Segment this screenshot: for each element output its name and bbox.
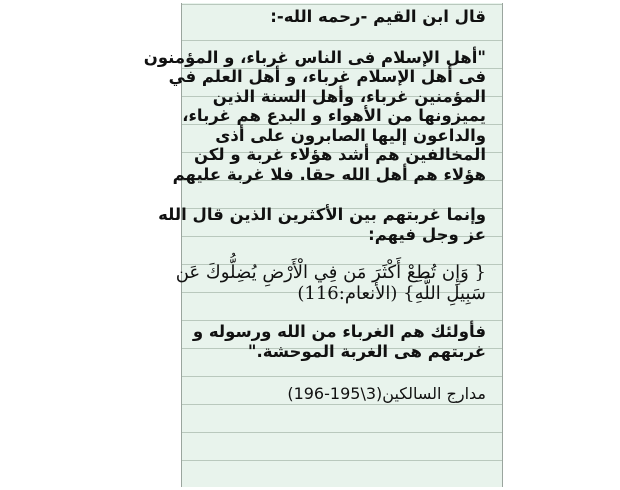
spacer: [192, 244, 486, 262]
spacer: [192, 304, 486, 322]
quote-line: "أهل الإسلام فى الناس غرباء، و المؤمنون: [143, 47, 486, 67]
quote-line: والداعون إليها الصابرون على أذى: [215, 125, 486, 145]
quote-line: المؤمنين غرباء، وأهل السنة الذين: [212, 86, 486, 106]
closing-line: فأولئك هم الغرباء من الله ورسوله و: [192, 322, 486, 341]
paragraph-line: وإنما غربتهم بين الأكثرين الذين قال الله: [158, 205, 486, 224]
quote-line: المخالفين هم أشد هؤلاء غربة و لكن: [193, 145, 486, 164]
quote-line: هؤلاء هم أهل الله حقا. فلا غربة عليهم: [172, 164, 486, 184]
paragraph-line: عز وجل فيهم:: [368, 224, 486, 244]
title-line: قال ابن القيم -رحمه الله-:: [270, 7, 486, 26]
verse-line: { وَإِن تُطِعْ أَكْثَرَ مَن فِي الْأَرْضِ يُضِلُّوكَ عَن: [175, 262, 486, 283]
spacer: [192, 27, 486, 48]
spacer: [192, 184, 486, 205]
quote-line: فى أهل الإسلام غرباء، و أهل العلم في: [168, 67, 486, 86]
source-citation: مدارج السالكين(3\195-196): [287, 384, 486, 403]
spacer: [192, 361, 486, 382]
quote-card: [143, 3, 503, 487]
closing-line: غربتهم هى الغربة الموحشة.": [247, 341, 486, 361]
quote-line: يميزونها من الأهواء و البدع هم غرباء،: [182, 106, 486, 125]
verse-line: سَبِيلِ اللَّهِ} (الأنعام:116): [297, 283, 486, 304]
